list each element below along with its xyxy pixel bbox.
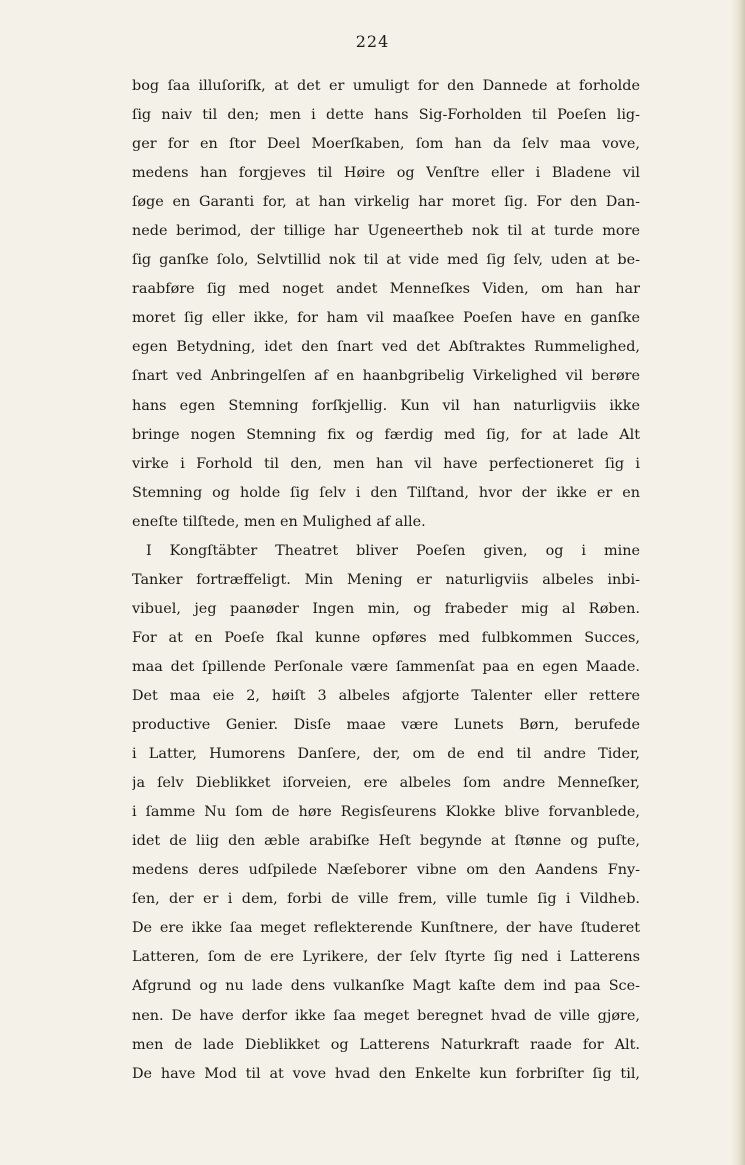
text-line: medens deres udſpilede Næſeborer vibne om den Aandens Fny- bbox=[132, 862, 640, 879]
page-edge-shading bbox=[731, 0, 745, 1165]
text-line: moret ſig eller ikke, for ham vil maaſkee Poeſen have en ganſke bbox=[132, 310, 640, 327]
text-line: medens han forgjeves til Høire og Venſtre eller i Bladene vil bbox=[132, 165, 640, 182]
text-line: raabføre ſig med noget andet Menneſkes Viden, om han har bbox=[132, 281, 640, 298]
text-line: De ere ikke ſaa meget reflekterende Kunſtnere, der have ſtuderet bbox=[132, 920, 640, 937]
text-line: hans egen Stemning forſkjellig. Kun vil han naturligviis ikke bbox=[132, 397, 640, 414]
text-line: De have Mod til at vove hvad den Enkelte kun forbriſter ſig til, bbox=[132, 1065, 640, 1082]
text-line: nede berimod, der tillige har Ugeneertheb nok til at turde more bbox=[132, 223, 640, 240]
text-line: Afgrund og nu lade dens vulkanſke Magt kaſte dem ind paa Sce- bbox=[132, 978, 640, 995]
text-line: ſig ganſke ſolo, Selvtillid nok til at vide med ſig ſelv, uden at be- bbox=[132, 252, 640, 269]
text-line: egen Betydning, idet den ſnart ved det Abſtraktes Rummelighed, bbox=[132, 339, 640, 356]
text-line: Stemning og holde ſig ſelv i den Tilſtand, hvor der ikke er en bbox=[132, 484, 640, 501]
text-line: bog ſaa illuſoriſk, at det er umuligt for den Dannede at forholde bbox=[132, 78, 640, 94]
text-line: Det maa eie 2, høiſt 3 albeles afgjorte Talenter eller rettere bbox=[132, 687, 640, 704]
text-line: I Kongſtäbter Theatret bliver Poeſen given, og i mine bbox=[146, 542, 640, 559]
text-line: Latteren, ſom de ere Lyrikere, der ſelv ſtyrte ſig ned i Latterens bbox=[132, 949, 640, 966]
text-line: maa det ſpillende Perſonale være ſammenſat paa en egen Maade. bbox=[132, 658, 640, 675]
text-line: i ſamme Nu ſom de høre Regisſeurens Klokke blive forvanblede, bbox=[132, 804, 640, 821]
text-line: eneſte tilſtede, men en Mulighed af alle. bbox=[132, 513, 426, 530]
text-line: Tanker fortræffeligt. Min Mening er naturligviis albeles inbi- bbox=[132, 571, 640, 588]
text-line: ſig naiv til den; men i dette hans Sig-Forholden til Poeſen lig- bbox=[132, 107, 640, 124]
text-line: bringe nogen Stemning fix og færdig med ſig, for at lade Alt bbox=[132, 426, 640, 443]
text-line: ſøge en Garanti for, at han virkelig har moret ſig. For den Dan- bbox=[132, 194, 640, 211]
text-line: For at en Poeſe ſkal kunne opføres med fulbkommen Succes, bbox=[132, 629, 640, 646]
text-line: virke i Forhold til den, men han vil have perfectioneret ſig i bbox=[132, 455, 640, 472]
text-line: productive Genier. Disſe maae være Lunets Børn, berufede bbox=[132, 717, 640, 734]
page-number: 224 bbox=[355, 32, 390, 51]
text-line: vibuel, jeg paanøder Ingen min, og frabeder mig al Røben. bbox=[132, 600, 640, 617]
text-line: ſen, der er i dem, forbi de ville frem, ville tumle ſig i Vildheb. bbox=[132, 891, 640, 908]
text-line: ja ſelv Dieblikket iſorveien, ere albeles ſom andre Menneſker, bbox=[132, 775, 640, 792]
text-line: ger for en ſtor Deel Moerſkaben, ſom han da ſelv maa vove, bbox=[132, 136, 640, 153]
text-line: men de lade Dieblikket og Latterens Naturkraft raade for Alt. bbox=[132, 1036, 640, 1053]
text-line: ſnart ved Anbringelſen af en haanbgribelig Virkelighed vil berøre bbox=[132, 368, 640, 385]
text-line: nen. De have derfor ikke ſaa meget beregnet hvad de ville gjøre, bbox=[132, 1007, 640, 1024]
text-line: idet de liig den æble arabiſke Heſt begynde at ſtønne og puſte, bbox=[132, 833, 640, 850]
text-line: i Latter, Humorens Danſere, der, om de end til andre Tider, bbox=[132, 746, 640, 763]
body-text bbox=[132, 72, 640, 1089]
